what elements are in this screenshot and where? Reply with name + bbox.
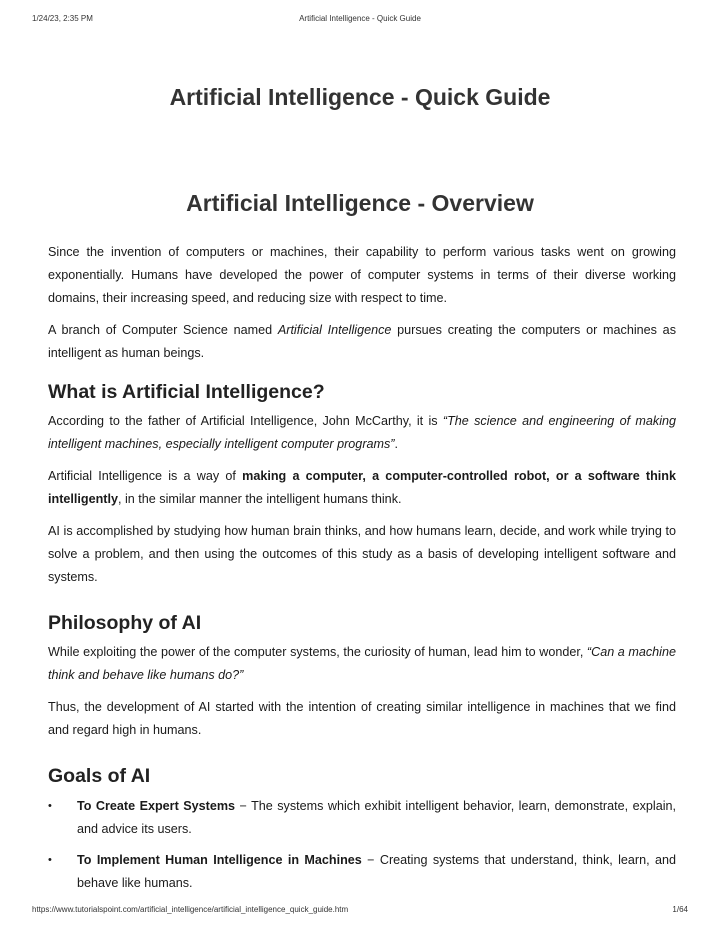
page-title: Artificial Intelligence - Quick Guide [169, 84, 551, 110]
bullet-icon: • [48, 854, 52, 866]
print-header [32, 14, 688, 26]
print-date: 1/24/23, 2:35 PM [32, 14, 93, 23]
heading-what-is-ai: What is Artificial Intelligence? [48, 381, 325, 403]
emphasis-ai: Artificial Intelligence [277, 323, 392, 337]
philosophy-paragraph-2: Thus, the development of AI started with the intention of creating similar intelligence in machines that we find and regard high in humans. [48, 700, 676, 737]
print-url: https://www.tutorialspoint.com/artificial_intelligence/artificial_intelligence_quick_guide.htm [32, 905, 349, 914]
goal-term: To Implement Human Intelligence in Machines [77, 853, 362, 867]
overview-paragraph-2: A branch of Computer Science named Artificial Intelligence pursues creating the computers or machines as intelligent as human beings. [48, 323, 676, 360]
what-is-paragraph-1: According to the father of Artificial Intelligence, John McCarthy, it is “The science and engineering of making intelligent machines, especially intelligent computer programs”. [48, 414, 676, 451]
overview-paragraph-1: Since the invention of computers or machines, their capability to perform various tasks went on growing exponentially. Humans have developed the power of computer systems in terms of their diverse working domains, their increasing speed, and reducing size with respect to time. [48, 245, 676, 305]
heading-philosophy: Philosophy of AI [48, 612, 202, 634]
goal-term: To Create Expert Systems [77, 799, 236, 813]
page-number: 1/64 [672, 905, 688, 914]
print-footer [32, 905, 688, 917]
what-is-paragraph-2: Artificial Intelligence is a way of making a computer, a computer-controlled robot, or a software think intelligently, in the similar manner the intelligent humans think. [48, 469, 677, 506]
goals-list [48, 795, 676, 895]
mccarthy-quote: “The science and engineering of making intelligent machines, especially intelligent computer programs” [48, 414, 676, 451]
list-item [48, 849, 676, 895]
print-page-title: Artificial Intelligence - Quick Guide [299, 14, 421, 23]
what-is-paragraph-3: AI is accomplished by studying how human brain thinks, and how humans learn, decide, and work while trying to solve a problem, and then using the outcomes of this study as a basis of developing intelligent software and systems. [48, 524, 676, 584]
article-content [48, 241, 676, 903]
philosophy-paragraph-1: While exploiting the power of the computer systems, the curiosity of human, lead him to wonder, “Can a machine think and behave like humans do?” [48, 645, 676, 682]
bullet-icon: • [48, 800, 52, 812]
goal-description: − The systems which exhibit intelligent behavior, learn, demonstrate, explain, and advice its users. [77, 799, 676, 836]
section-title: Artificial Intelligence - Overview [186, 190, 534, 216]
bold-definition: making a computer, a computer-controlled robot, or a software think intelligently [48, 469, 677, 506]
goal-description: − Creating systems that understand, think, learn, and behave like humans. [77, 853, 676, 890]
heading-goals: Goals of AI [48, 765, 151, 787]
list-item [48, 795, 676, 841]
philosophy-quote: “Can a machine think and behave like humans do?” [48, 645, 676, 682]
